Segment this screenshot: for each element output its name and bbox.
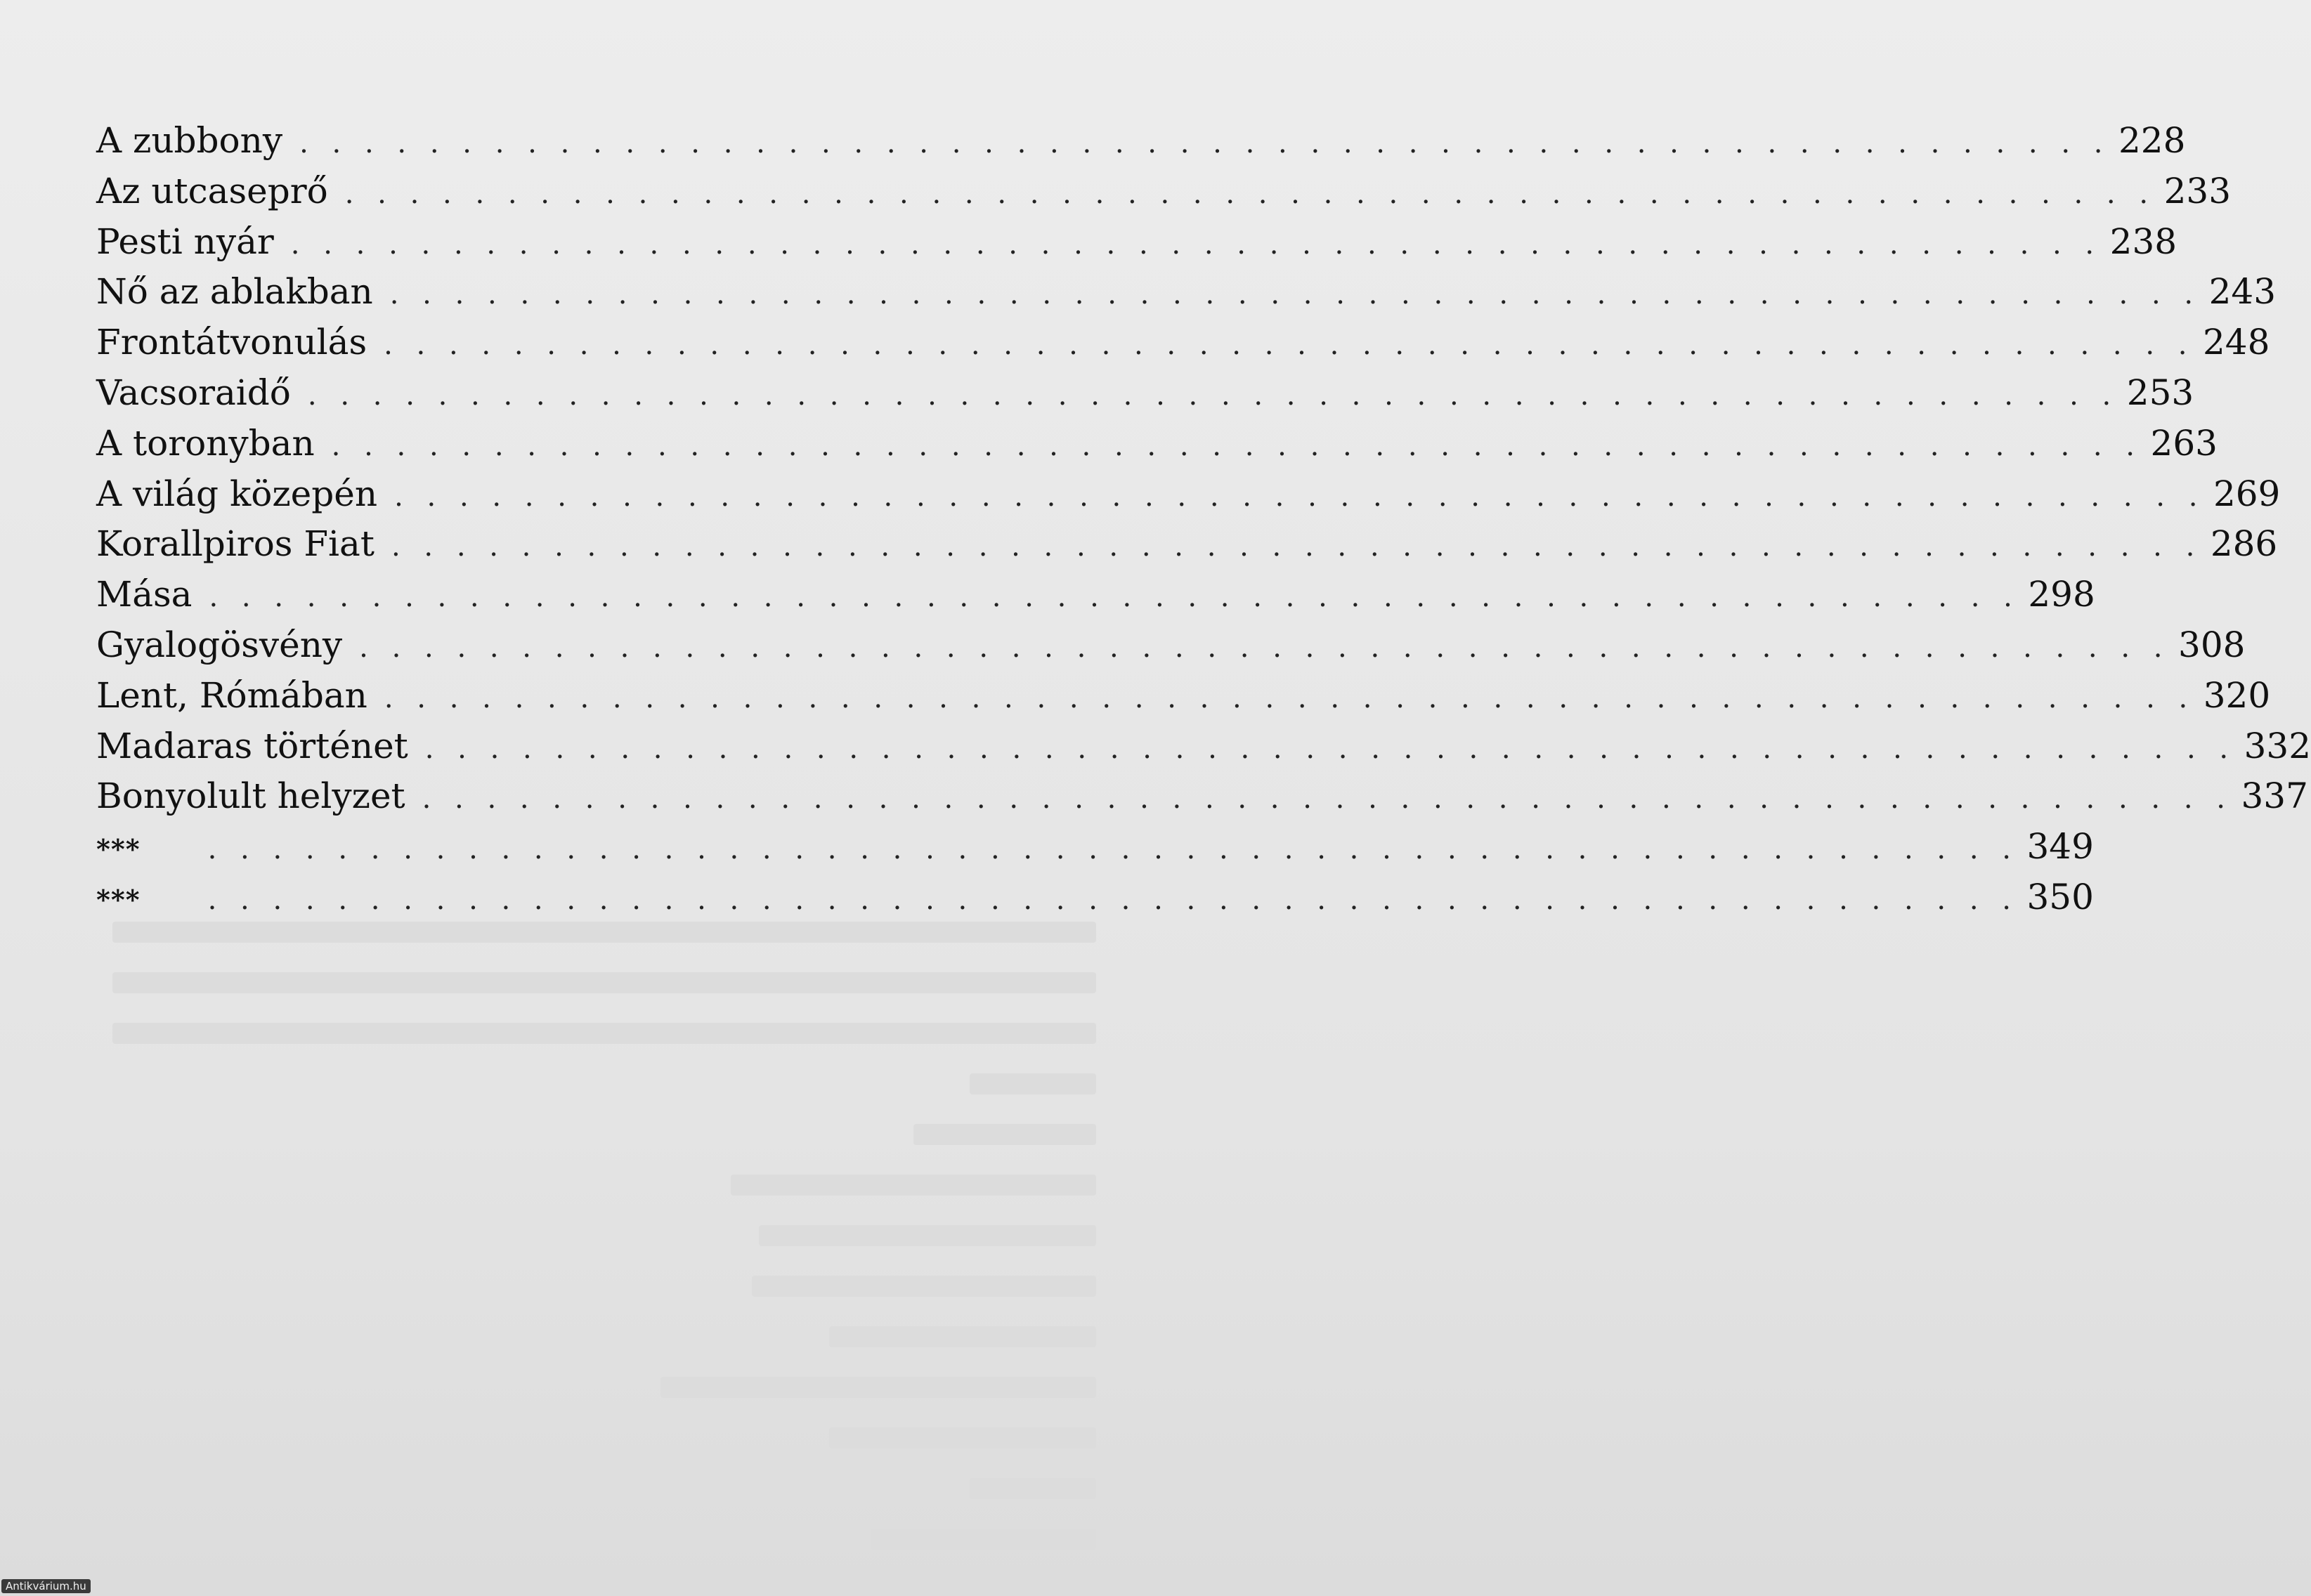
toc-entry-title: Nő az ablakban — [96, 271, 373, 313]
toc-dot-leader: . . . . . . . . . . . . . . . . . . . . . . . . . . . . . . . . . . . . . . . . . . . . . . . . . . . . . . . . — [299, 127, 2110, 159]
toc-entry — [96, 771, 2308, 822]
toc-dot-leader: . . . . . . . . . . . . . . . . . . . . . . . . . . . . . . . . . . . . . . . . . . . . . . . . . . . . . . . . — [209, 581, 2020, 614]
show-through-line — [98, 1463, 1096, 1513]
toc-entry-page: 228 — [2118, 120, 2186, 161]
toc-dot-leader: . . . . . . . . . . . . . . . . . . . . . . . . . . . . . . . . . . . . . . . . . . . . . . . . . . . . . . . . — [424, 732, 2236, 765]
toc-dot-leader: . . . . . . . . . . . . . . . . . . . . . . . . . . . . . . . . . . . . . . . . . . . . . . . . . . . . . . . . — [359, 631, 2170, 664]
toc-entry — [96, 217, 2177, 268]
toc-entry-page: 332 — [2244, 725, 2311, 766]
toc-entry-page: 337 — [2241, 776, 2308, 817]
toc-entry — [96, 822, 2094, 872]
toc-dot-leader: . . . . . . . . . . . . . . . . . . . . . . . . . . . . . . . . . . . . . . . . . . . . . . . . . . . . . . . . — [389, 278, 2201, 311]
toc-entry-page: 349 — [2026, 826, 2094, 868]
toc-entry — [96, 570, 2095, 620]
toc-entry-page: 243 — [2208, 271, 2277, 313]
toc-dot-leader: . . . . . . . . . . . . . . . . . . . . . . . . . . . . . . . . . . . . . . . . . . . . . . . . . . . . . . . . — [307, 379, 2118, 412]
toc-entry-title: Frontátvonulás — [96, 322, 367, 363]
show-through-line — [98, 1260, 1096, 1311]
show-through-line — [98, 1361, 1096, 1412]
toc-entry-page: 253 — [2126, 372, 2194, 413]
toc-entry — [96, 419, 2218, 469]
show-through-line — [98, 1159, 1096, 1210]
toc-dot-leader: . . . . . . . . . . . . . . . . . . . . . . . . . . . . . . . . . . . . . . . . . . . . . . . . . . . . . . . . — [290, 228, 2102, 261]
toc-entry-page: 233 — [2163, 170, 2232, 211]
toc-entry-title: *** — [96, 883, 141, 915]
toc-entry-title: Vacsoraidő — [96, 372, 291, 413]
toc-entry-page: 238 — [2109, 221, 2177, 262]
toc-entry-page: 350 — [2026, 876, 2094, 917]
toc-entry-title: Bonyolult helyzet — [96, 776, 405, 817]
toc-dot-leader: . . . . . . . . . . . . . . . . . . . . . . . . . . . . . . . . . . . . . . . . . . . . . . . . . . . . . . . . — [207, 833, 2019, 866]
toc-dot-leader: . . . . . . . . . . . . . . . . . . . . . . . . . . . . . . . . . . . . . . . . . . . . . . . . . . . . . . . . — [344, 177, 2156, 210]
toc-dot-leader: . . . . . . . . . . . . . . . . . . . . . . . . . . . . . . . . . . . . . . . . . . . . . . . . . . . . . . . . — [384, 681, 2195, 714]
toc-dot-leader: . . . . . . . . . . . . . . . . . . . . . . . . . . . . . . . . . . . . . . . . . . . . . . . . . . . . . . . . — [394, 480, 2205, 513]
toc-dot-leader: . . . . . . . . . . . . . . . . . . . . . . . . . . . . . . . . . . . . . . . . . . . . . . . . . . . . . . . . — [422, 783, 2233, 816]
toc-entry — [96, 721, 2311, 772]
show-through-line — [98, 1108, 1096, 1159]
toc-entry-title: Mása — [96, 574, 193, 615]
toc-entry — [96, 318, 2270, 368]
toc-entry-page: 248 — [2202, 322, 2270, 363]
toc-entry-title: A világ közepén — [96, 473, 378, 514]
toc-entry-title: *** — [96, 833, 141, 865]
toc-entry-title: Az utcaseprő — [96, 170, 328, 211]
toc-entry-page: 320 — [2203, 674, 2271, 716]
toc-entry-title: A toronyban — [96, 422, 315, 464]
toc-entry — [96, 368, 2194, 419]
show-through-line — [98, 906, 1096, 957]
toc-entry-title: Gyalogösvény — [96, 624, 343, 665]
toc-entry-page: 286 — [2210, 523, 2278, 565]
toc-entry-title: Pesti nyár — [96, 221, 274, 262]
toc-entry-page: 308 — [2178, 624, 2246, 665]
show-through-line — [98, 1311, 1096, 1361]
toc-entry — [96, 166, 2232, 217]
show-through-line — [98, 1412, 1096, 1463]
watermark-logo: Antikvárium.hu — [1, 1579, 91, 1593]
show-through-line — [98, 1007, 1096, 1058]
toc-entry-page: 298 — [2028, 574, 2095, 615]
toc-entry — [96, 671, 2271, 721]
toc-entry — [96, 469, 2281, 520]
table-of-contents — [96, 116, 2311, 923]
show-through-line — [98, 957, 1096, 1007]
toc-dot-leader: . . . . . . . . . . . . . . . . . . . . . . . . . . . . . . . . . . . . . . . . . . . . . . . . . . . . . . . . — [207, 883, 2019, 916]
toc-dot-leader: . . . . . . . . . . . . . . . . . . . . . . . . . . . . . . . . . . . . . . . . . . . . . . . . . . . . . . . . — [384, 329, 2194, 362]
toc-entry-title: Lent, Rómában — [96, 674, 367, 716]
toc-entry-title: Korallpiros Fiat — [96, 523, 375, 565]
toc-entry — [96, 519, 2278, 570]
toc-dot-leader: . . . . . . . . . . . . . . . . . . . . . . . . . . . . . . . . . . . . . . . . . . . . . . . . . . . . . . . . — [391, 530, 2202, 563]
show-through-line — [98, 1210, 1096, 1260]
show-through-line — [98, 1513, 1096, 1564]
toc-entry-page: 263 — [2150, 422, 2218, 464]
toc-entry — [96, 620, 2246, 671]
show-through-text — [98, 906, 1096, 1564]
toc-entry — [96, 267, 2277, 318]
show-through-line — [98, 1058, 1096, 1108]
toc-entry-page: 269 — [2213, 473, 2281, 514]
toc-entry-title: A zubbony — [96, 120, 283, 161]
toc-entry-title: Madaras történet — [96, 725, 408, 766]
toc-dot-leader: . . . . . . . . . . . . . . . . . . . . . . . . . . . . . . . . . . . . . . . . . . . . . . . . . . . . . . . . — [331, 429, 2142, 462]
toc-entry — [96, 116, 2186, 166]
